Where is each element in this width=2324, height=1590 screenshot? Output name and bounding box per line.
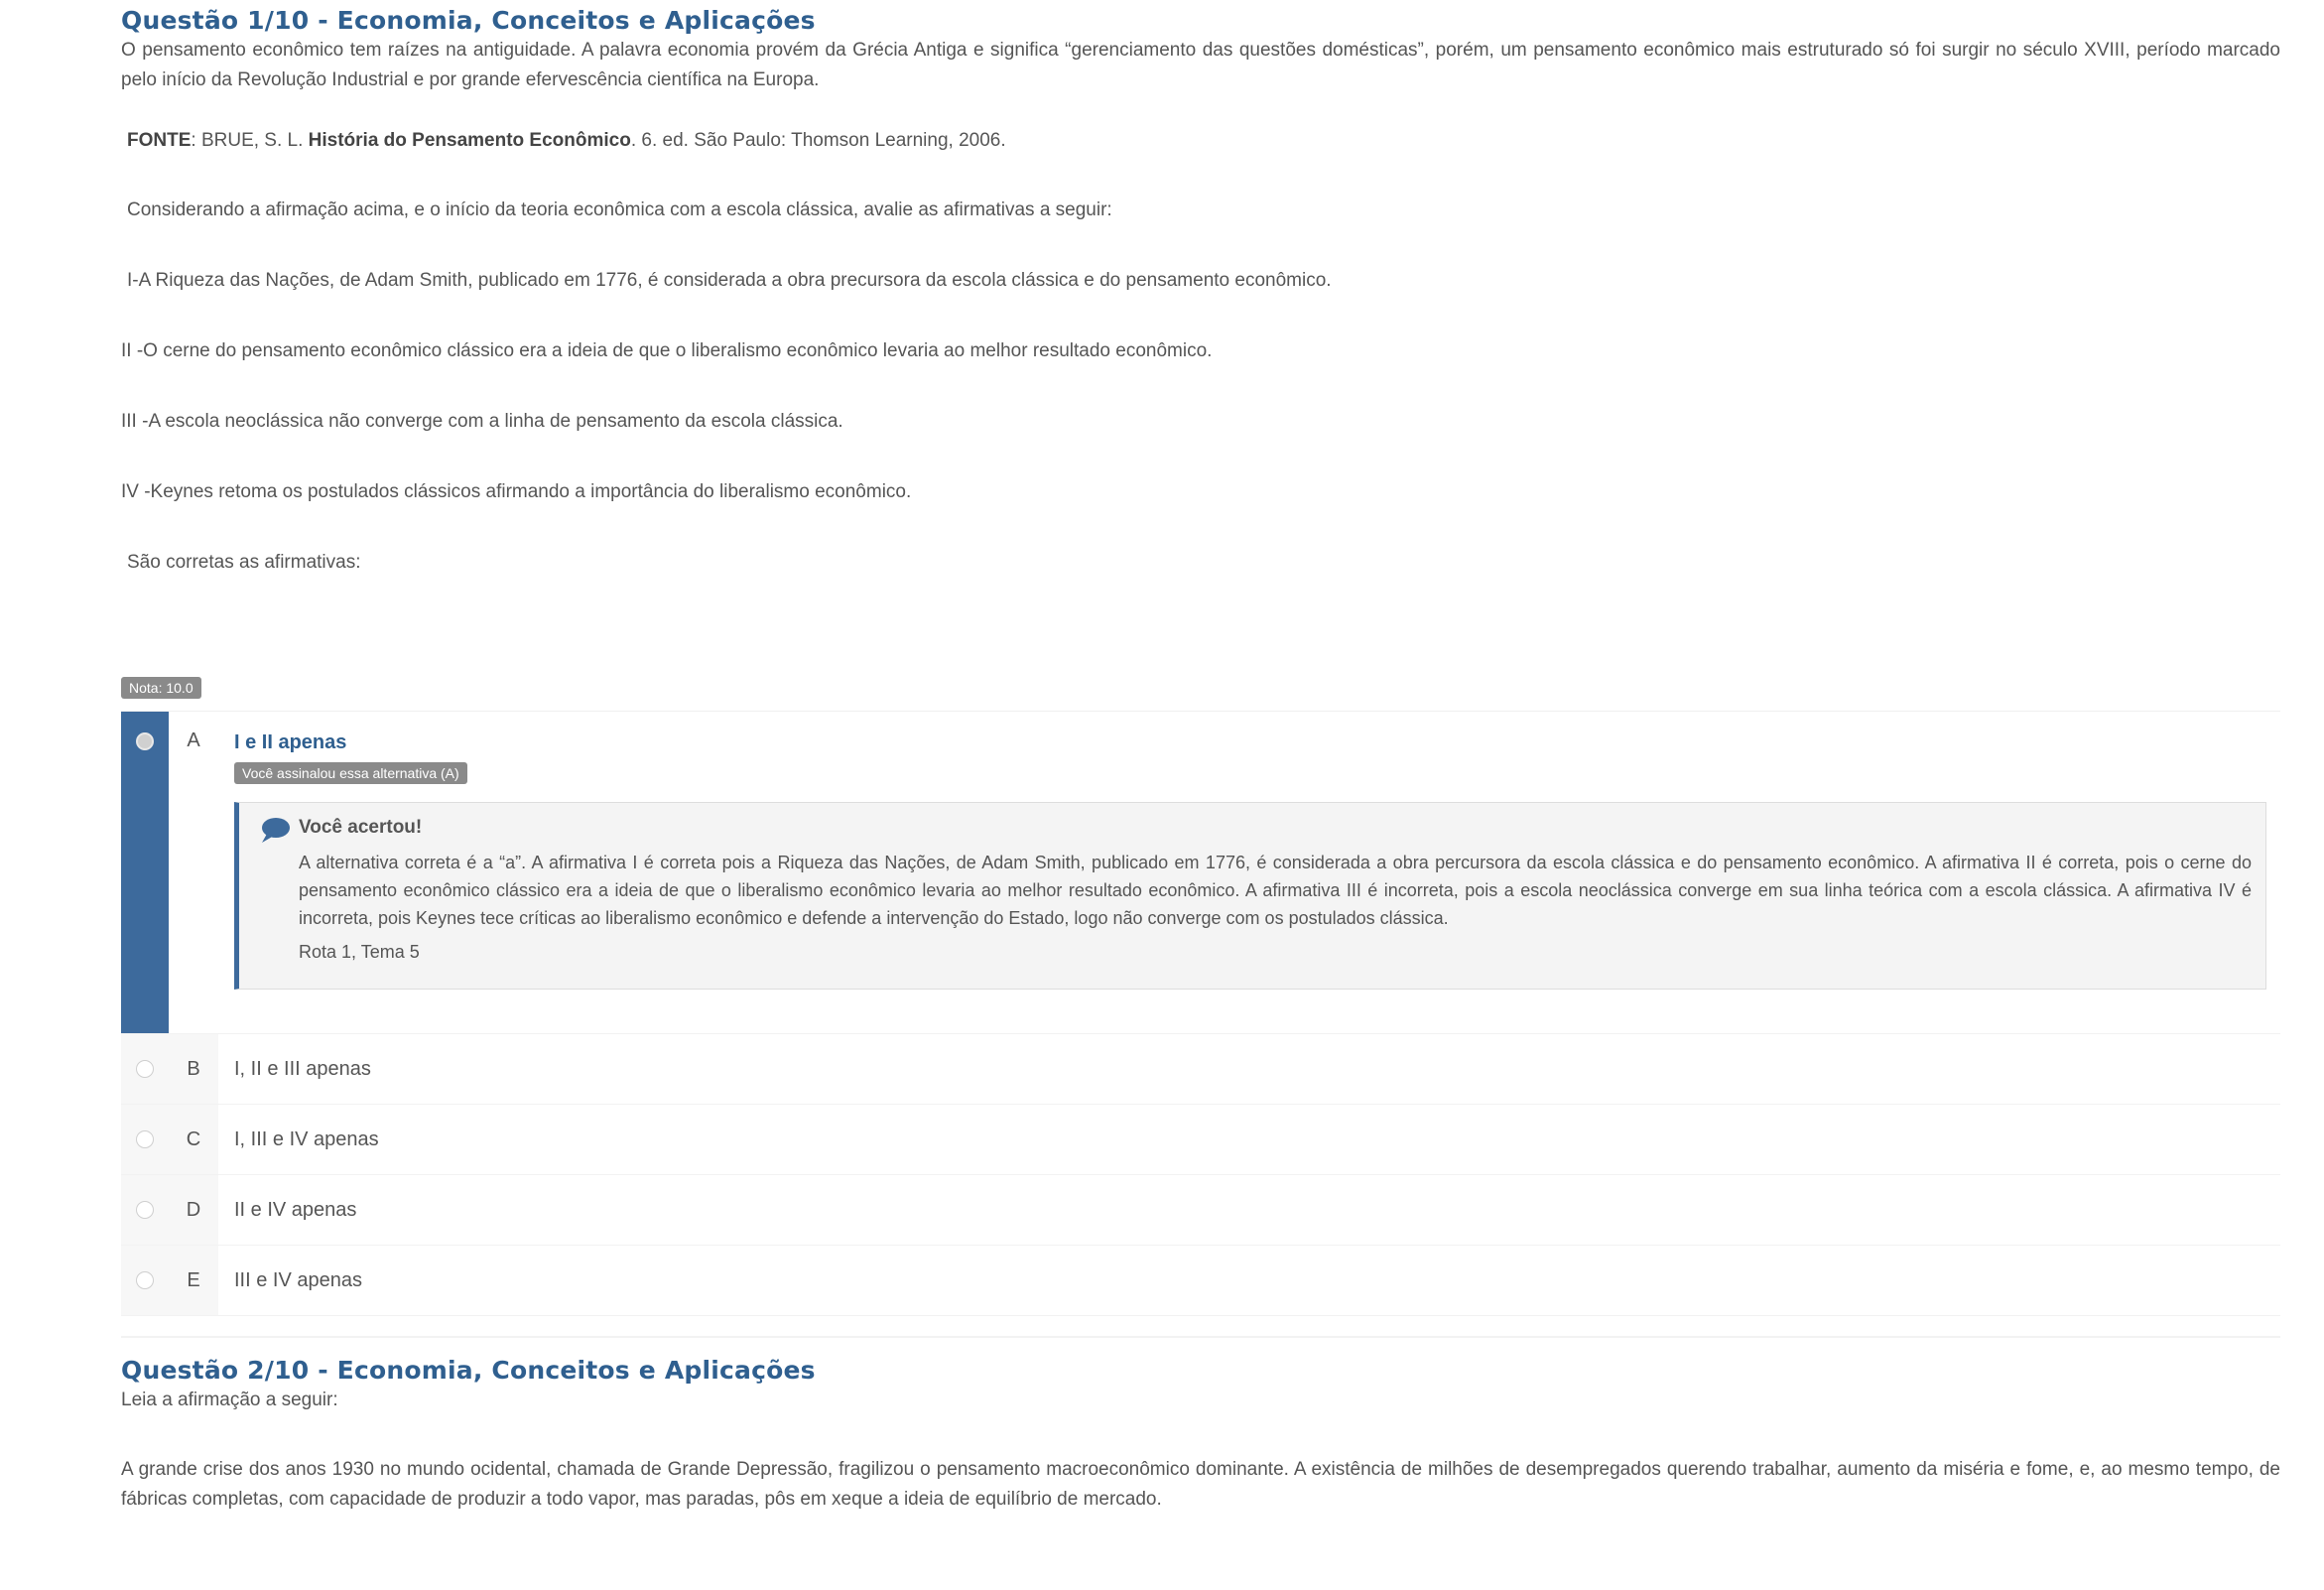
selected-alternative-badge: Você assinalou essa alternativa (A) bbox=[234, 762, 467, 784]
feedback-rota: Rota 1, Tema 5 bbox=[299, 942, 420, 962]
option-d[interactable] bbox=[121, 1175, 2280, 1246]
option-e[interactable] bbox=[121, 1246, 2280, 1316]
source-rest: . 6. ed. São Paulo: Thomson Learning, 2006. bbox=[630, 130, 1006, 151]
option-a-radio-area[interactable] bbox=[121, 712, 169, 1033]
option-c-radio[interactable] bbox=[136, 1130, 154, 1148]
option-a[interactable] bbox=[121, 712, 2280, 1034]
option-d-text[interactable]: II e IV apenas bbox=[234, 1199, 357, 1221]
option-e-letter: E bbox=[169, 1246, 218, 1315]
question-1-source bbox=[121, 126, 2280, 156]
option-a-body bbox=[218, 712, 2280, 1033]
statement-1: I-A Riqueza das Nações, de Adam Smith, publicado em 1776, é considerada a obra precursora da escola clássica e do pensamento econômico. bbox=[127, 270, 1332, 291]
statement-2: II -O cerne do pensamento econômico clássico era a ideia de que o liberalismo econômico levaria ao melhor resultado econômico. bbox=[121, 340, 1213, 361]
quiz-page bbox=[121, 0, 2280, 1515]
question-2-lead: Leia a afirmação a seguir: bbox=[121, 1390, 338, 1410]
option-b[interactable] bbox=[121, 1034, 2280, 1105]
statement-3: III -A escola neoclássica não converge com a linha de pensamento da escola clássica. bbox=[121, 411, 843, 432]
option-b-text[interactable]: I, II e III apenas bbox=[234, 1058, 371, 1080]
option-d-radio-area[interactable] bbox=[121, 1175, 169, 1245]
score-badge: Nota: 10.0 bbox=[121, 677, 201, 699]
source-book: História do Pensamento Econômico bbox=[308, 130, 631, 151]
source-author: : BRUE, S. L. bbox=[191, 130, 309, 151]
question-1-prompt: Considerando a afirmação acima, e o início da teoria econômica com a escola clássica, avalie as afirmativas a seguir: bbox=[127, 199, 1112, 220]
source-label: FONTE bbox=[127, 130, 192, 151]
option-e-text[interactable]: III e IV apenas bbox=[234, 1269, 362, 1291]
question-2-title: Questão 2/10 - Economia, Conceitos e Aplicações bbox=[121, 1356, 816, 1385]
feedback-title: Você acertou! bbox=[299, 817, 423, 838]
option-b-radio[interactable] bbox=[136, 1060, 154, 1078]
feedback-box bbox=[234, 802, 2266, 990]
option-d-radio[interactable] bbox=[136, 1201, 154, 1219]
option-e-radio-area[interactable] bbox=[121, 1246, 169, 1315]
question-1-intro: O pensamento econômico tem raízes na antiguidade. A palavra economia provém da Grécia Antiga e significa “gerenciamento das questões domésticas”, porém, um pensamento econômico mais estruturado só foi surgir no século XVIII, período marcado pelo início da Revolução Industrial e por grande efervescência científica na Europa. bbox=[121, 40, 2280, 90]
option-c-radio-area[interactable] bbox=[121, 1105, 169, 1174]
option-c-letter: C bbox=[169, 1105, 218, 1174]
option-e-radio[interactable] bbox=[136, 1271, 154, 1289]
option-b-radio-area[interactable] bbox=[121, 1034, 169, 1104]
speech-bubble-icon bbox=[259, 817, 291, 845]
question-1-question: São corretas as afirmativas: bbox=[127, 552, 361, 573]
option-a-letter: A bbox=[169, 712, 218, 1033]
statement-4: IV -Keynes retoma os postulados clássicos afirmando a importância do liberalismo econômico. bbox=[121, 481, 912, 502]
option-a-radio[interactable] bbox=[136, 732, 154, 750]
option-d-letter: D bbox=[169, 1175, 218, 1245]
option-c[interactable] bbox=[121, 1105, 2280, 1175]
option-a-text[interactable]: I e II apenas bbox=[234, 731, 347, 753]
feedback-text: A alternativa correta é a “a”. A afirmativa I é correta pois a Riqueza das Nações, de Adam Smith, publicado em 1776, é considerada a obra percursora da escola clássica e do pensamento econômico. A afirmativa II é correta, pois o cerne do pensamento econômico clássico era a ideia de que o liberalismo econômico levaria ao melhor resultado econômico. A afirmativa III é incorreta, pois a escola neoclássica converge em sua linha teórica com a escola clássica. A afirmativa IV é incorreta, pois Keynes tece críticas ao liberalismo econômico e defende a intervenção do Estado, logo não converge com os postulados clássica. bbox=[299, 853, 2252, 928]
question-2-text: A grande crise dos anos 1930 no mundo ocidental, chamada de Grande Depressão, fragilizou o pensamento macroeconômico dominante. A existência de milhões de desempregados querendo trabalhar, aumento da miséria e fome, e, ao mesmo tempo, de fábricas completas, com capacidade de produzir a todo vapor, mas paradas, pôs em xeque a ideia de equilíbrio de mercado. bbox=[121, 1459, 2280, 1510]
question-1-title: Questão 1/10 - Economia, Conceitos e Aplicações bbox=[121, 6, 816, 35]
option-b-letter: B bbox=[169, 1034, 218, 1104]
answer-options bbox=[121, 711, 2280, 1316]
option-c-text[interactable]: I, III e IV apenas bbox=[234, 1128, 379, 1150]
